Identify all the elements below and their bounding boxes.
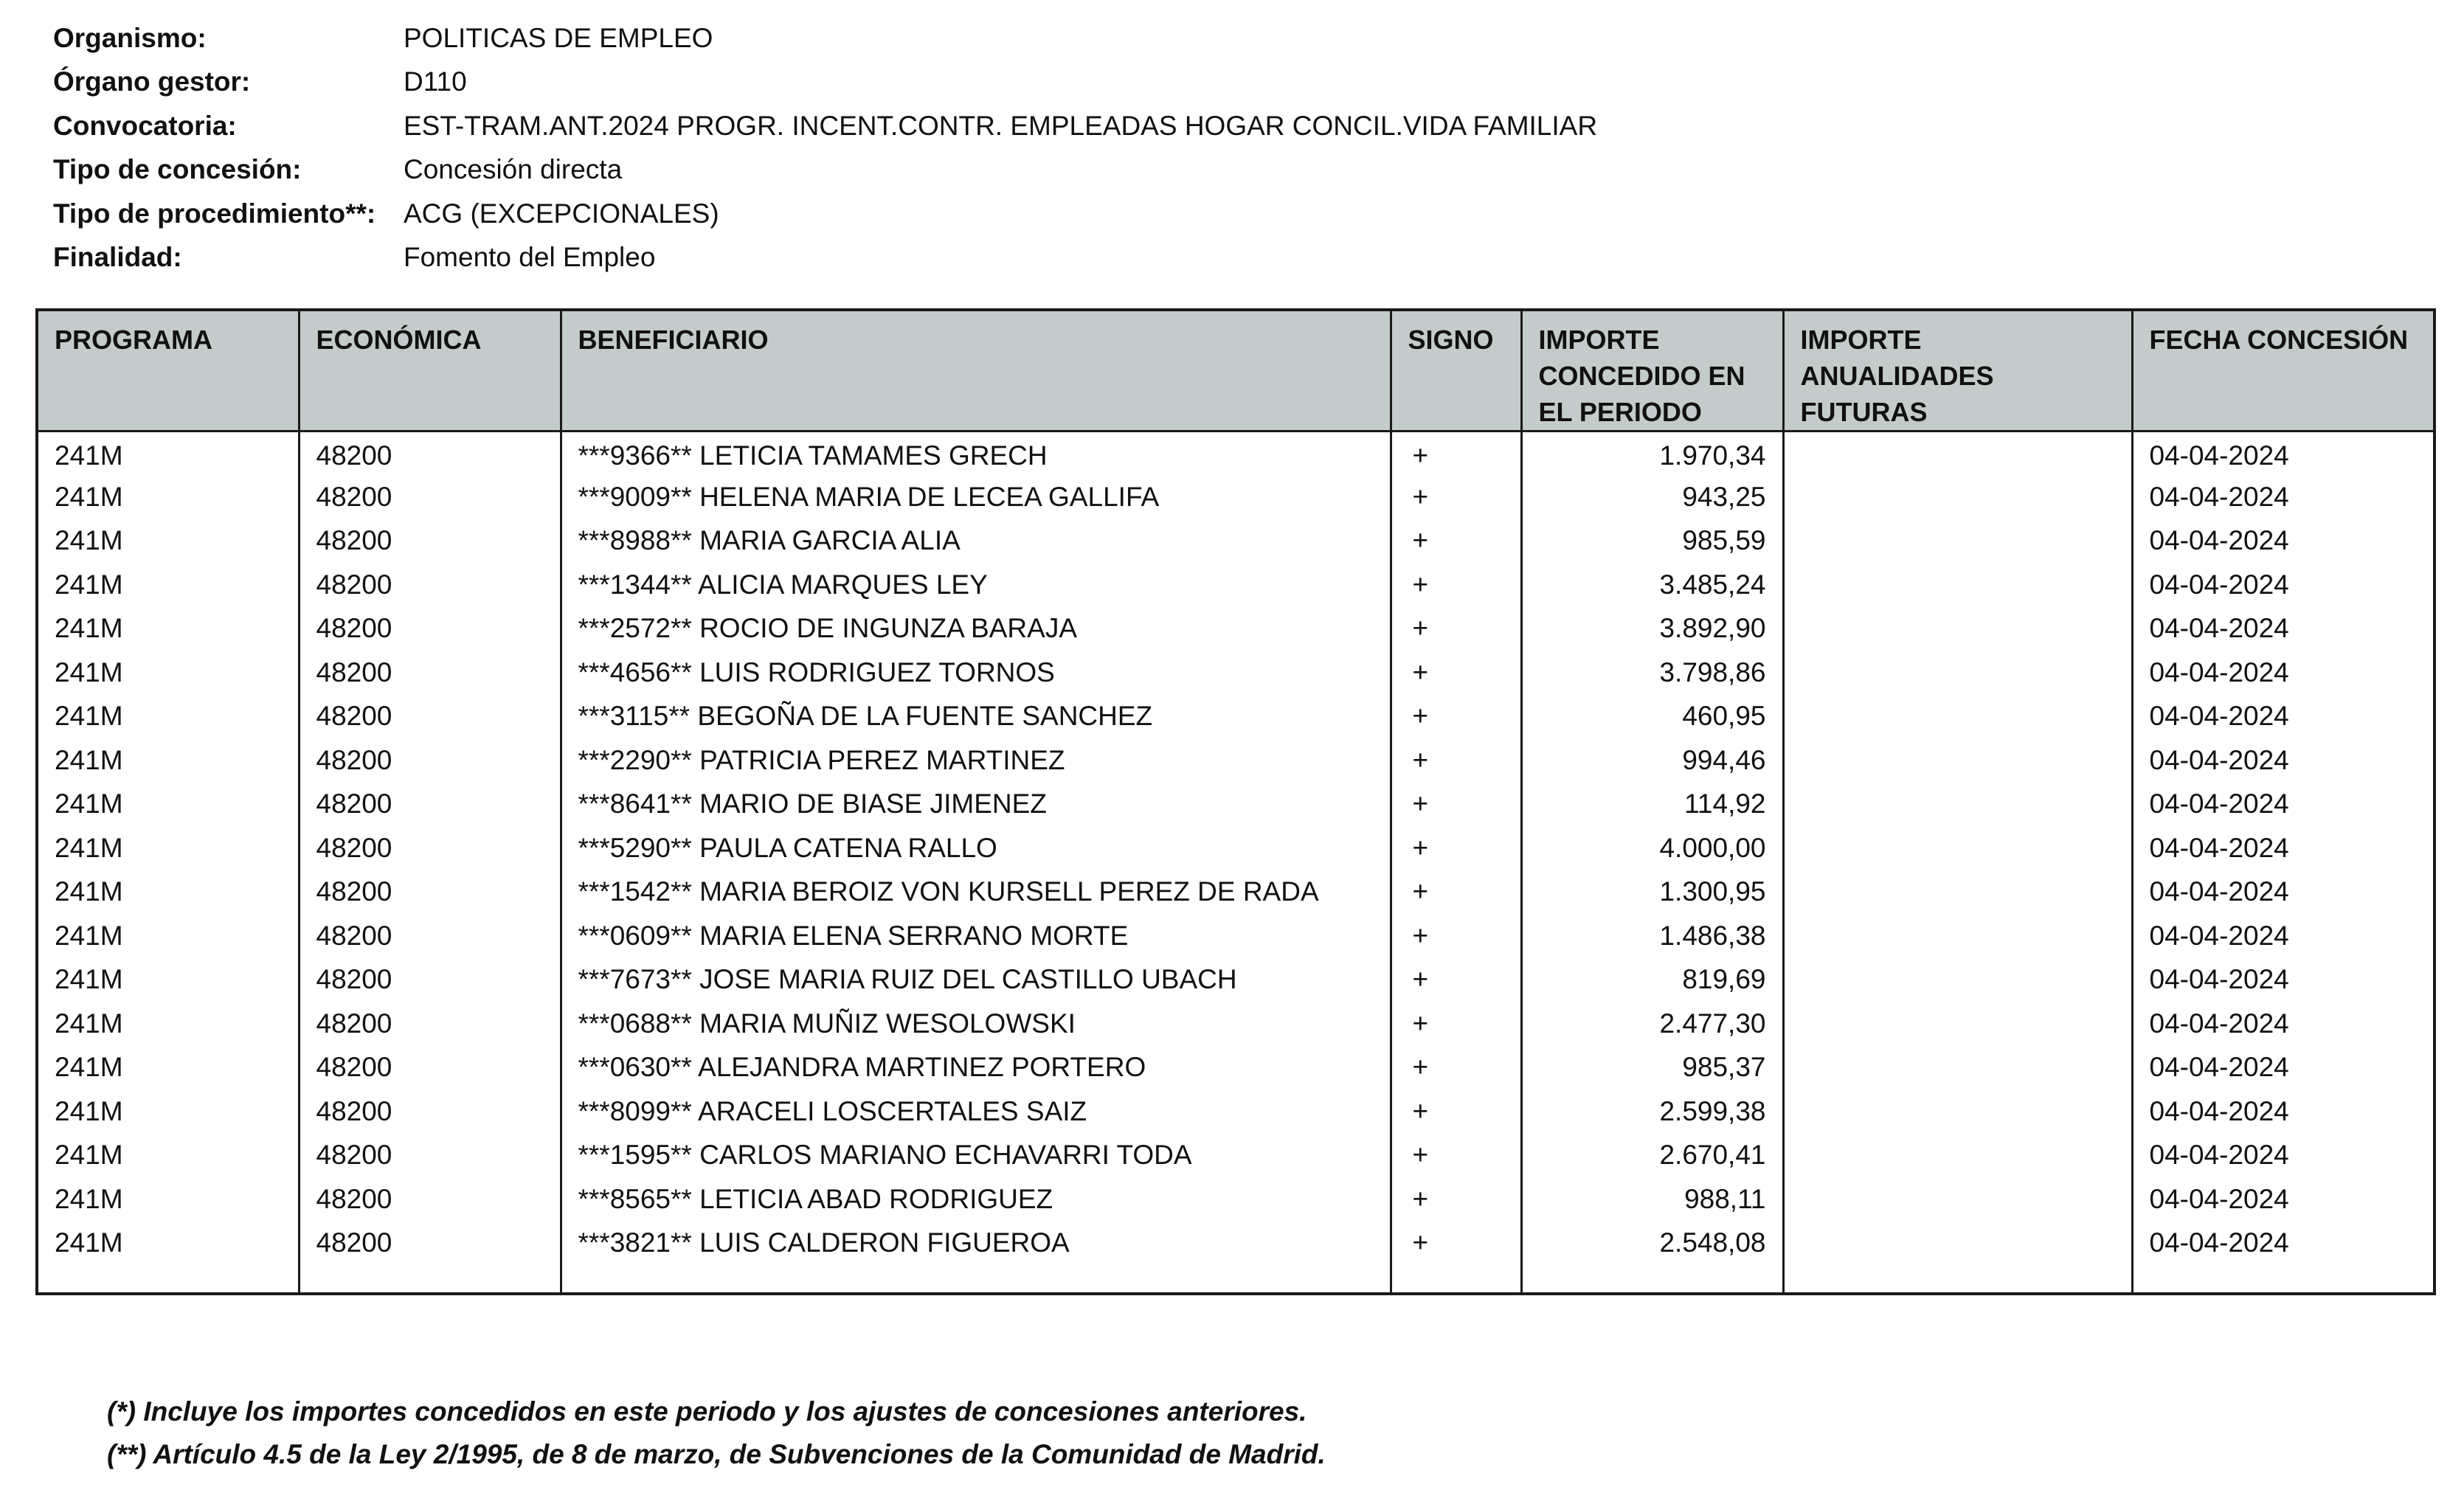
cell-signo: + — [1391, 1177, 1521, 1222]
cell-economica: 48200 — [299, 607, 561, 651]
cell-fecha-concesion: 04-04-2024 — [2132, 826, 2434, 870]
table-row — [37, 1089, 2434, 1134]
meta-label: Finalidad: — [53, 242, 182, 273]
cell-importe-periodo: 994,46 — [1521, 738, 1783, 783]
cell-programa: 241M — [37, 958, 299, 1002]
table-row — [37, 1222, 2434, 1266]
column-header-fecha-concesion: FECHA CONCESIÓN — [2132, 310, 2434, 432]
cell-fecha-concesion: 04-04-2024 — [2132, 432, 2434, 476]
cell-importe-periodo: 1.300,95 — [1521, 870, 1783, 915]
cell-programa: 241M — [37, 563, 299, 607]
table-row — [37, 695, 2434, 739]
meta-value: Concesión directa — [404, 154, 623, 185]
cell-fecha-concesion: 04-04-2024 — [2132, 870, 2434, 915]
cell-economica: 48200 — [299, 1089, 561, 1134]
cell-signo: + — [1391, 651, 1521, 695]
cell-importe-futuras — [1783, 432, 2132, 476]
meta-row-organismo — [53, 16, 2266, 60]
table-row — [37, 1134, 2434, 1178]
cell-economica: 48200 — [299, 738, 561, 783]
cell-signo: + — [1391, 826, 1521, 870]
cell-programa: 241M — [37, 1002, 299, 1046]
cell-beneficiario: ***9366** LETICIA TAMAMES GRECH — [561, 432, 1391, 476]
table-row — [37, 738, 2434, 783]
cell-economica: 48200 — [299, 432, 561, 476]
cell-economica: 48200 — [299, 1222, 561, 1266]
cell-beneficiario: ***0609** MARIA ELENA SERRANO MORTE — [561, 914, 1391, 958]
cell-beneficiario: ***2290** PATRICIA PEREZ MARTINEZ — [561, 738, 1391, 783]
table-filler-row — [37, 1265, 2434, 1294]
table-header-row — [37, 310, 2434, 432]
cell-importe-periodo: 985,37 — [1521, 1046, 1783, 1090]
cell-beneficiario: ***8565** LETICIA ABAD RODRIGUEZ — [561, 1177, 1391, 1222]
column-header-importe-futuras: IMPORTE ANUALIDADES FUTURAS — [1783, 310, 2132, 432]
cell-beneficiario: ***0630** ALEJANDRA MARTINEZ PORTERO — [561, 1046, 1391, 1090]
table-row — [37, 1177, 2434, 1222]
cell-signo: + — [1391, 695, 1521, 739]
meta-row-tipo-procedimiento — [53, 192, 2266, 236]
cell-importe-periodo: 1.486,38 — [1521, 914, 1783, 958]
cell-fecha-concesion: 04-04-2024 — [2132, 1134, 2434, 1178]
cell-economica: 48200 — [299, 958, 561, 1002]
cell-importe-futuras — [1783, 1222, 2132, 1266]
cell-economica: 48200 — [299, 1177, 561, 1222]
cell-importe-periodo: 819,69 — [1521, 958, 1783, 1002]
cell-signo: + — [1391, 432, 1521, 476]
cell-importe-futuras — [1783, 1002, 2132, 1046]
meta-label: Convocatoria: — [53, 110, 237, 141]
cell-importe-futuras — [1783, 563, 2132, 607]
cell-importe-periodo: 2.477,30 — [1521, 1002, 1783, 1046]
meta-value: POLITICAS DE EMPLEO — [404, 22, 713, 53]
cell-importe-periodo: 114,92 — [1521, 783, 1783, 827]
cell-beneficiario: ***4656** LUIS RODRIGUEZ TORNOS — [561, 651, 1391, 695]
cell-programa: 241M — [37, 1134, 299, 1178]
cell-programa: 241M — [37, 1089, 299, 1134]
cell-fecha-concesion: 04-04-2024 — [2132, 607, 2434, 651]
cell-programa: 241M — [37, 519, 299, 564]
cell-importe-futuras — [1783, 1046, 2132, 1090]
meta-label: Organismo: — [53, 22, 207, 53]
cell-importe-periodo: 4.000,00 — [1521, 826, 1783, 870]
cell-fecha-concesion: 04-04-2024 — [2132, 519, 2434, 564]
cell-importe-periodo: 985,59 — [1521, 519, 1783, 564]
cell-importe-periodo: 1.970,34 — [1521, 432, 1783, 476]
table-row — [37, 1046, 2434, 1090]
cell-importe-periodo: 2.599,38 — [1521, 1089, 1783, 1134]
table-row — [37, 607, 2434, 651]
cell-importe-periodo: 2.670,41 — [1521, 1134, 1783, 1178]
cell-beneficiario: ***5290** PAULA CATENA RALLO — [561, 826, 1391, 870]
cell-fecha-concesion: 04-04-2024 — [2132, 1089, 2434, 1134]
cell-importe-periodo: 3.798,86 — [1521, 651, 1783, 695]
cell-economica: 48200 — [299, 475, 561, 519]
table-row — [37, 475, 2434, 519]
cell-fecha-concesion: 04-04-2024 — [2132, 651, 2434, 695]
cell-fecha-concesion: 04-04-2024 — [2132, 1046, 2434, 1090]
cell-fecha-concesion: 04-04-2024 — [2132, 738, 2434, 783]
footnote-1: (*) Incluye los importes concedidos en este periodo y los ajustes de concesiones anteriores. — [107, 1396, 1307, 1427]
cell-signo: + — [1391, 958, 1521, 1002]
cell-economica: 48200 — [299, 695, 561, 739]
cell-beneficiario: ***3115** BEGOÑA DE LA FUENTE SANCHEZ — [561, 695, 1391, 739]
cell-fecha-concesion: 04-04-2024 — [2132, 563, 2434, 607]
cell-beneficiario: ***9009** HELENA MARIA DE LECEA GALLIFA — [561, 475, 1391, 519]
cell-economica: 48200 — [299, 519, 561, 564]
table-row — [37, 1002, 2434, 1046]
cell-economica: 48200 — [299, 914, 561, 958]
cell-importe-futuras — [1783, 870, 2132, 915]
meta-value: EST-TRAM.ANT.2024 PROGR. INCENT.CONTR. EMPLEADAS HOGAR CONCIL.VIDA FAMILIAR — [404, 110, 1598, 141]
cell-importe-futuras — [1783, 1177, 2132, 1222]
cell-fecha-concesion: 04-04-2024 — [2132, 958, 2434, 1002]
cell-beneficiario: ***8988** MARIA GARCIA ALIA — [561, 519, 1391, 564]
cell-programa: 241M — [37, 914, 299, 958]
cell-economica: 48200 — [299, 826, 561, 870]
cell-beneficiario: ***1344** ALICIA MARQUES LEY — [561, 563, 1391, 607]
cell-programa: 241M — [37, 783, 299, 827]
cell-signo: + — [1391, 783, 1521, 827]
cell-beneficiario: ***3821** LUIS CALDERON FIGUEROA — [561, 1222, 1391, 1266]
cell-economica: 48200 — [299, 870, 561, 915]
table-row — [37, 914, 2434, 958]
cell-programa: 241M — [37, 738, 299, 783]
cell-importe-futuras — [1783, 475, 2132, 519]
cell-programa: 241M — [37, 870, 299, 915]
meta-value: D110 — [404, 66, 467, 97]
cell-importe-futuras — [1783, 651, 2132, 695]
cell-signo: + — [1391, 1134, 1521, 1178]
column-header-beneficiario: BENEFICIARIO — [561, 310, 1391, 432]
meta-label: Órgano gestor: — [53, 66, 251, 97]
cell-importe-futuras — [1783, 1134, 2132, 1178]
cell-importe-futuras — [1783, 783, 2132, 827]
cell-fecha-concesion: 04-04-2024 — [2132, 1177, 2434, 1222]
meta-value: Fomento del Empleo — [404, 242, 656, 273]
cell-economica: 48200 — [299, 651, 561, 695]
cell-signo: + — [1391, 1089, 1521, 1134]
footnotes — [107, 1390, 1326, 1476]
cell-importe-futuras — [1783, 695, 2132, 739]
cell-beneficiario: ***1542** MARIA BEROIZ VON KURSELL PEREZ DE RADA — [561, 870, 1391, 915]
cell-programa: 241M — [37, 607, 299, 651]
column-header-programa: PROGRAMA — [37, 310, 299, 432]
cell-importe-periodo: 3.485,24 — [1521, 563, 1783, 607]
cell-programa: 241M — [37, 826, 299, 870]
cell-fecha-concesion: 04-04-2024 — [2132, 914, 2434, 958]
cell-programa: 241M — [37, 695, 299, 739]
column-header-signo: SIGNO — [1391, 310, 1521, 432]
table-row — [37, 432, 2434, 476]
cell-fecha-concesion: 04-04-2024 — [2132, 1002, 2434, 1046]
cell-economica: 48200 — [299, 1002, 561, 1046]
cell-programa: 241M — [37, 1222, 299, 1266]
meta-row-convocatoria — [53, 104, 2266, 148]
cell-beneficiario: ***1595** CARLOS MARIANO ECHAVARRI TODA — [561, 1134, 1391, 1178]
column-header-economica: ECONÓMICA — [299, 310, 561, 432]
cell-beneficiario: ***8099** ARACELI LOSCERTALES SAIZ — [561, 1089, 1391, 1134]
cell-programa: 241M — [37, 651, 299, 695]
cell-fecha-concesion: 04-04-2024 — [2132, 475, 2434, 519]
cell-beneficiario: ***8641** MARIO DE BIASE JIMENEZ — [561, 783, 1391, 827]
cell-signo: + — [1391, 738, 1521, 783]
meta-row-tipo-concesion — [53, 148, 2266, 193]
cell-economica: 48200 — [299, 783, 561, 827]
cell-signo: + — [1391, 870, 1521, 915]
cell-programa: 241M — [37, 432, 299, 476]
cell-importe-futuras — [1783, 1089, 2132, 1134]
cell-importe-futuras — [1783, 738, 2132, 783]
cell-beneficiario: ***2572** ROCIO DE INGUNZA BARAJA — [561, 607, 1391, 651]
cell-importe-futuras — [1783, 826, 2132, 870]
cell-signo: + — [1391, 1046, 1521, 1090]
cell-signo: + — [1391, 607, 1521, 651]
cell-importe-periodo: 3.892,90 — [1521, 607, 1783, 651]
cell-importe-futuras — [1783, 958, 2132, 1002]
meta-label: Tipo de procedimiento**: — [53, 198, 376, 229]
cell-programa: 241M — [37, 1177, 299, 1222]
cell-fecha-concesion: 04-04-2024 — [2132, 783, 2434, 827]
cell-signo: + — [1391, 1222, 1521, 1266]
cell-importe-periodo: 988,11 — [1521, 1177, 1783, 1222]
meta-value: ACG (EXCEPCIONALES) — [404, 198, 719, 229]
table-row — [37, 783, 2434, 827]
cell-importe-periodo: 2.548,08 — [1521, 1222, 1783, 1266]
cell-importe-futuras — [1783, 607, 2132, 651]
table-row — [37, 826, 2434, 870]
table-row — [37, 519, 2434, 564]
cell-economica: 48200 — [299, 1134, 561, 1178]
table-row — [37, 958, 2434, 1002]
meta-row-finalidad — [53, 236, 2266, 280]
cell-programa: 241M — [37, 1046, 299, 1090]
cell-beneficiario: ***7673** JOSE MARIA RUIZ DEL CASTILLO UBACH — [561, 958, 1391, 1002]
cell-signo: + — [1391, 914, 1521, 958]
meta-row-organo-gestor — [53, 60, 2266, 105]
cell-programa: 241M — [37, 475, 299, 519]
column-header-importe-periodo: IMPORTE CONCEDIDO EN EL PERIODO — [1521, 310, 1783, 432]
cell-importe-periodo: 460,95 — [1521, 695, 1783, 739]
cell-economica: 48200 — [299, 1046, 561, 1090]
cell-signo: + — [1391, 1002, 1521, 1046]
cell-importe-futuras — [1783, 519, 2132, 564]
footnote-2: (**) Artículo 4.5 de la Ley 2/1995, de 8 de marzo, de Subvenciones de la Comunidad de Madrid. — [107, 1439, 1326, 1469]
cell-signo: + — [1391, 475, 1521, 519]
table-row — [37, 563, 2434, 607]
grant-metadata — [53, 16, 2266, 280]
cell-signo: + — [1391, 563, 1521, 607]
grants-table — [35, 308, 2436, 1295]
cell-fecha-concesion: 04-04-2024 — [2132, 1222, 2434, 1266]
cell-economica: 48200 — [299, 563, 561, 607]
table-row — [37, 870, 2434, 915]
cell-fecha-concesion: 04-04-2024 — [2132, 695, 2434, 739]
cell-importe-periodo: 943,25 — [1521, 475, 1783, 519]
meta-label: Tipo de concesión: — [53, 154, 302, 185]
cell-beneficiario: ***0688** MARIA MUÑIZ WESOLOWSKI — [561, 1002, 1391, 1046]
cell-importe-futuras — [1783, 914, 2132, 958]
cell-signo: + — [1391, 519, 1521, 564]
table-row — [37, 651, 2434, 695]
